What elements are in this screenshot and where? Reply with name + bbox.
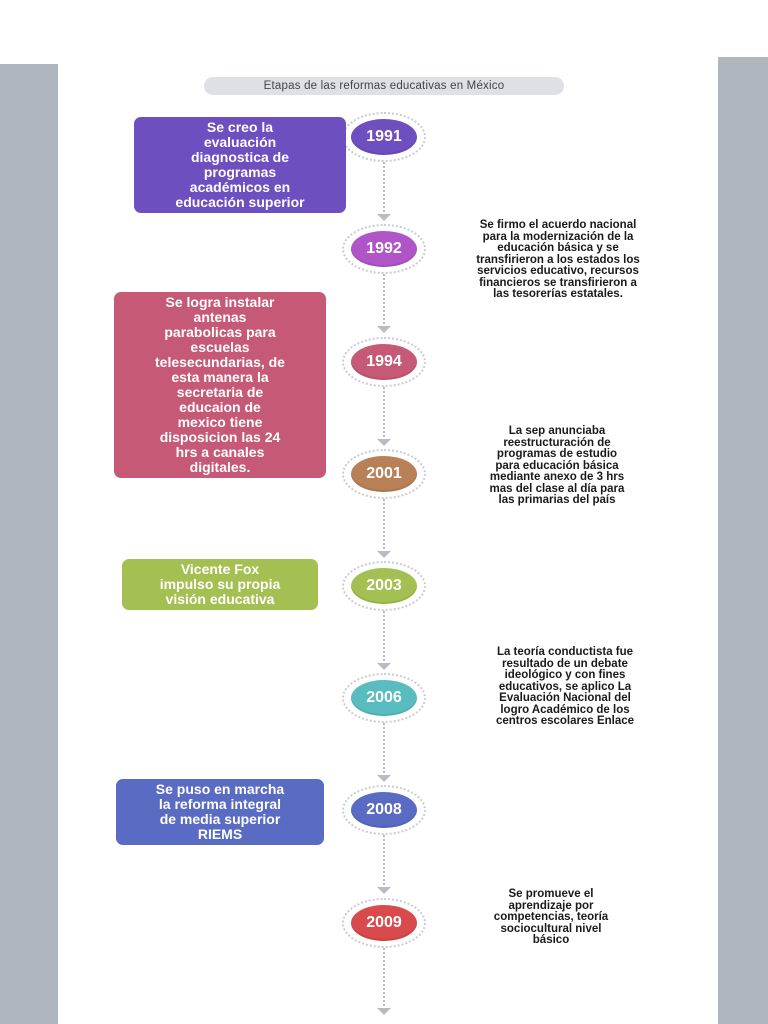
label-line: transfirieron a los estados los: [476, 253, 640, 266]
label-line: Se creo la: [206, 119, 274, 135]
connector-2001-2003: [383, 499, 385, 549]
label-line: visión educativa: [165, 591, 275, 607]
arrow-down-icon: [377, 551, 391, 558]
year-badge: 1994: [351, 344, 417, 380]
label-line: para la modernización de la: [482, 230, 634, 243]
label-line: las tesorerías estatales.: [493, 288, 623, 300]
label-line: Vicente Fox: [180, 561, 260, 577]
year-badge: 2008: [351, 792, 417, 828]
label-line: digitales.: [189, 459, 251, 475]
connector-2009-end: [383, 948, 385, 1006]
year-badge: 1992: [351, 231, 417, 267]
label-line: la reforma integral: [158, 796, 282, 812]
label-line: centros escolares Enlace: [495, 715, 635, 727]
label-line: programas: [203, 164, 277, 180]
year-badge: 2001: [351, 456, 417, 492]
label-line: las primarias del país: [498, 494, 616, 506]
event-label-1991: [134, 117, 346, 213]
label-line: evaluación: [203, 134, 277, 150]
connector-1991-1992: [383, 162, 385, 212]
arrow-down-icon: [377, 439, 391, 446]
label-line: mas del clase al día para: [489, 482, 625, 495]
event-label-1994: [114, 292, 326, 478]
label-line: mexico tiene: [177, 414, 263, 430]
label-line: resultado de un debate: [502, 657, 628, 670]
year-badge: 2006: [351, 680, 417, 716]
label-line: educaion de: [179, 399, 261, 415]
label-line: financieros se transfirieron a: [479, 276, 637, 289]
label-line: Se logra instalar: [165, 294, 275, 310]
label-line: hrs a canales: [175, 444, 265, 460]
year-badge: 1991: [351, 119, 417, 155]
event-label-2008: [116, 779, 324, 845]
label-line: logro Académico de los: [500, 703, 630, 716]
year-node-1994: [342, 337, 426, 387]
year-badge: 2003: [351, 568, 417, 604]
label-line: Se promueve el: [508, 888, 594, 900]
event-label-1992: [430, 220, 686, 301]
label-line: de media superior: [159, 811, 281, 827]
arrow-down-icon: [377, 775, 391, 782]
arrow-down-icon: [377, 214, 391, 221]
label-line: servicios educativo, recursos: [477, 265, 639, 277]
label-line: RIEMS: [197, 826, 243, 842]
label-line: secretaria de: [176, 384, 264, 400]
year-node-2003: [342, 561, 426, 611]
label-line: Evaluación Nacional del: [499, 692, 631, 704]
year-node-2001: [342, 449, 426, 499]
arrow-down-icon: [377, 1008, 391, 1015]
label-line: parabolicas para: [164, 324, 276, 340]
arrow-down-icon: [377, 663, 391, 670]
label-line: educativos, se aplico La: [498, 680, 632, 693]
label-line: La teoría conductista fue: [496, 646, 634, 658]
connector-1992-1994: [383, 274, 385, 324]
label-line: impulso su propia: [159, 576, 281, 592]
label-line: académicos en: [189, 179, 291, 195]
year-node-1991: [342, 112, 426, 162]
label-line: para educación básica: [495, 459, 619, 472]
label-line: disposicion las 24: [159, 429, 281, 445]
label-line: mediante anexo de 3 hrs: [489, 471, 625, 483]
label-line: Se puso en marcha: [155, 781, 285, 797]
label-line: esta manera la: [171, 369, 269, 385]
connector-1994-2001: [383, 387, 385, 437]
year-node-2008: [342, 785, 426, 835]
year-badge: 2009: [351, 905, 417, 941]
event-label-2006: [436, 647, 694, 728]
connector-2003-2006: [383, 611, 385, 661]
label-line: La sep anunciaba: [508, 425, 606, 437]
label-line: diagnostica de: [190, 149, 290, 165]
left-side-panel: [0, 64, 58, 1024]
event-label-2001: [436, 426, 678, 507]
event-label-2009: [448, 889, 654, 947]
label-line: ideológico y con fines: [504, 669, 626, 681]
label-line: básico: [532, 934, 570, 946]
label-line: aprendizaje por: [508, 899, 594, 912]
label-line: escuelas: [190, 339, 250, 355]
label-line: antenas: [193, 309, 247, 325]
right-side-panel: [718, 57, 768, 1024]
label-line: reestructuración de: [503, 436, 611, 449]
connector-2008-2009: [383, 835, 385, 885]
event-label-2003: [122, 559, 318, 610]
arrow-down-icon: [377, 326, 391, 333]
label-line: educación básica y se: [497, 242, 619, 254]
label-line: competencias, teoría: [493, 911, 609, 923]
year-node-2009: [342, 898, 426, 948]
year-node-1992: [342, 224, 426, 274]
label-line: educación superior: [175, 194, 305, 210]
label-line: Se firmo el acuerdo nacional: [479, 219, 637, 231]
connector-2006-2008: [383, 723, 385, 773]
label-line: sociocultural nivel: [500, 922, 602, 935]
label-line: telesecundarias, de: [155, 354, 285, 370]
arrow-down-icon: [377, 887, 391, 894]
timeline-title: Etapas de las reformas educativas en México: [204, 77, 564, 95]
year-node-2006: [342, 673, 426, 723]
label-line: programas de estudio: [496, 448, 618, 460]
